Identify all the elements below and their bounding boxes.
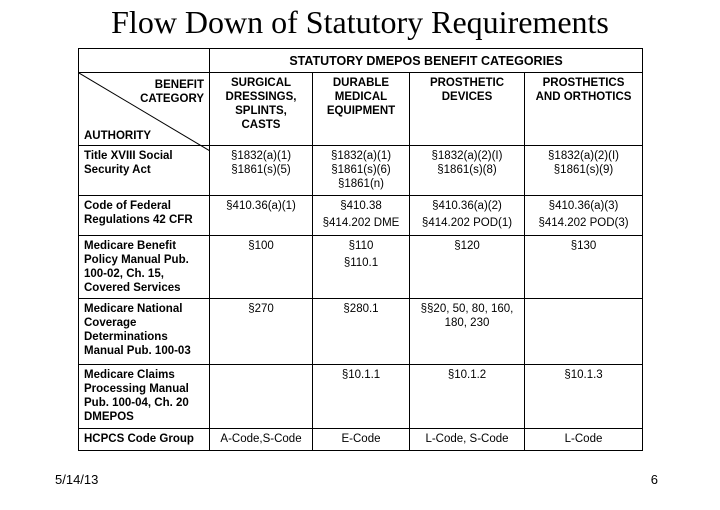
cell-line: §100	[248, 240, 274, 252]
column-header-line: MEDICAL	[334, 91, 388, 103]
cell-line: L-Code	[564, 433, 603, 445]
column-header-line: CASTS	[241, 119, 281, 131]
cell-line: §10.1.2	[447, 369, 487, 381]
table-cell	[313, 146, 410, 196]
cell-line: §1832(a)(2)(I)	[548, 150, 619, 162]
row-header-line: Security Act	[84, 164, 151, 176]
cell-line: §410.36(a)(3)	[548, 200, 619, 212]
cell-line: §280.1	[343, 303, 379, 315]
row-header-line: Policy Manual Pub.	[84, 254, 189, 266]
page-number: 6	[650, 472, 658, 487]
authority-label: AUTHORITY	[84, 130, 152, 142]
cell-line: §414.202 DME	[322, 217, 400, 229]
cell-line: §410.36(a)(2)	[432, 200, 502, 212]
cell-line: A-Code,S-Code	[220, 433, 302, 445]
cell-line: §120	[454, 240, 480, 252]
table-cell	[210, 146, 313, 196]
column-header-prosthetics-orthotics	[525, 73, 643, 146]
column-header-line: SURGICAL	[230, 77, 292, 89]
cell-line: §1861(s)(5)	[231, 164, 291, 176]
row-header-line: Determinations	[84, 331, 168, 343]
cell-line: §1861(s)(6)	[331, 164, 391, 176]
table-cell	[525, 196, 643, 236]
cell-line: §110	[348, 240, 374, 252]
table-cell	[210, 365, 313, 429]
column-header-prosthetic-devices	[410, 73, 525, 146]
column-header-line: EQUIPMENT	[326, 105, 396, 117]
table-cell	[210, 236, 313, 299]
table-cell	[525, 236, 643, 299]
cell-line: §1832(a)(1)	[230, 150, 292, 162]
cell-line: §10.1.1	[341, 369, 381, 381]
table-cell	[525, 365, 643, 429]
table-cell	[410, 299, 525, 365]
benefit-category-label-line: CATEGORY	[140, 93, 204, 105]
table-row	[79, 299, 643, 365]
row-header	[79, 146, 210, 196]
cell-line: §414.202 POD(1)	[421, 217, 513, 229]
row-header-line: 100-02, Ch. 15,	[84, 268, 164, 280]
row-header-line: DMEPOS	[84, 411, 134, 423]
cell-line: §410.38	[340, 200, 382, 212]
table-row	[79, 429, 643, 451]
cell-line: L-Code, S-Code	[425, 433, 509, 445]
corner-header-cell	[79, 73, 210, 146]
row-header	[79, 365, 210, 429]
cell-line: §§20, 50, 80, 160,	[420, 303, 514, 315]
column-header-durable-medical-equipment	[313, 73, 410, 146]
row-header	[79, 429, 210, 451]
row-header-line: Manual Pub. 100-03	[84, 345, 191, 357]
table-cell	[210, 196, 313, 236]
table-row	[79, 196, 643, 236]
column-header-line: PROSTHETICS	[542, 77, 625, 89]
row-header-line: Title XVIII Social	[84, 150, 173, 162]
column-header-surgical-dressings	[210, 73, 313, 146]
table-cell	[210, 429, 313, 451]
table-cell	[313, 365, 410, 429]
table-cell	[525, 146, 643, 196]
column-header-line: PROSTHETIC	[429, 77, 505, 89]
statutory-categories-header: STATUTORY DMEPOS BENEFIT CATEGORIES	[210, 49, 643, 73]
slide-title: Flow Down of Statutory Requirements	[111, 4, 609, 40]
table-cell	[313, 236, 410, 299]
table-row	[79, 146, 643, 196]
table-cell	[313, 196, 410, 236]
row-header-line: Medicare Benefit	[84, 240, 177, 252]
table-cell	[410, 429, 525, 451]
column-header-line: SPLINTS,	[235, 105, 287, 117]
cell-line: §410.36(a)(1)	[226, 200, 296, 212]
row-header	[79, 299, 210, 365]
benefit-category-label	[140, 78, 204, 106]
row-header	[79, 236, 210, 299]
cell-line: §1861(s)(9)	[553, 164, 614, 176]
table-cell	[410, 236, 525, 299]
table-cell	[313, 299, 410, 365]
table-cell	[410, 365, 525, 429]
cell-line: §1832(a)(2)(I)	[431, 150, 503, 162]
cell-line: §1861(s)(8)	[437, 164, 497, 176]
table-cell	[525, 299, 643, 365]
row-header-line: Pub. 100-04, Ch. 20	[84, 397, 189, 409]
top-left-blank-cell	[79, 49, 210, 73]
table-cell	[410, 196, 525, 236]
column-header-line: DRESSINGS,	[225, 91, 297, 103]
cell-line: §10.1.3	[564, 369, 603, 381]
cell-line: E-Code	[341, 433, 381, 445]
row-header-line: Coverage	[84, 317, 137, 329]
cell-line: §1861(n)	[337, 178, 385, 190]
column-header-line: DEVICES	[441, 91, 493, 103]
cell-line: §130	[570, 240, 597, 252]
row-header-line: Code of Federal	[84, 200, 171, 212]
table-cell	[210, 299, 313, 365]
benefit-category-label-line: BENEFIT	[154, 79, 204, 91]
row-header	[79, 196, 210, 236]
column-header-line: AND ORTHOTICS	[535, 91, 632, 103]
footer-date: 5/14/13	[55, 472, 99, 487]
table-row	[79, 365, 643, 429]
row-header-line: Regulations 42 CFR	[84, 214, 193, 226]
column-header-line: DURABLE	[332, 77, 390, 89]
table-cell	[313, 429, 410, 451]
table-cell	[410, 146, 525, 196]
cell-line: §414.202 POD(3)	[538, 217, 629, 229]
row-header-line: Medicare National	[84, 303, 183, 315]
benefit-categories-table	[78, 48, 643, 451]
row-header-line: HCPCS Code Group	[84, 433, 194, 445]
cell-line: 180, 230	[444, 317, 490, 329]
cell-line: §270	[248, 303, 274, 315]
cell-line: §1832(a)(1)	[330, 150, 392, 162]
row-header-line: Medicare Claims	[84, 369, 175, 381]
cell-line: §110.1	[343, 257, 379, 269]
table-row	[79, 236, 643, 299]
row-header-line: Processing Manual	[84, 383, 189, 395]
row-header-line: Covered Services	[84, 282, 181, 294]
table-cell	[525, 429, 643, 451]
